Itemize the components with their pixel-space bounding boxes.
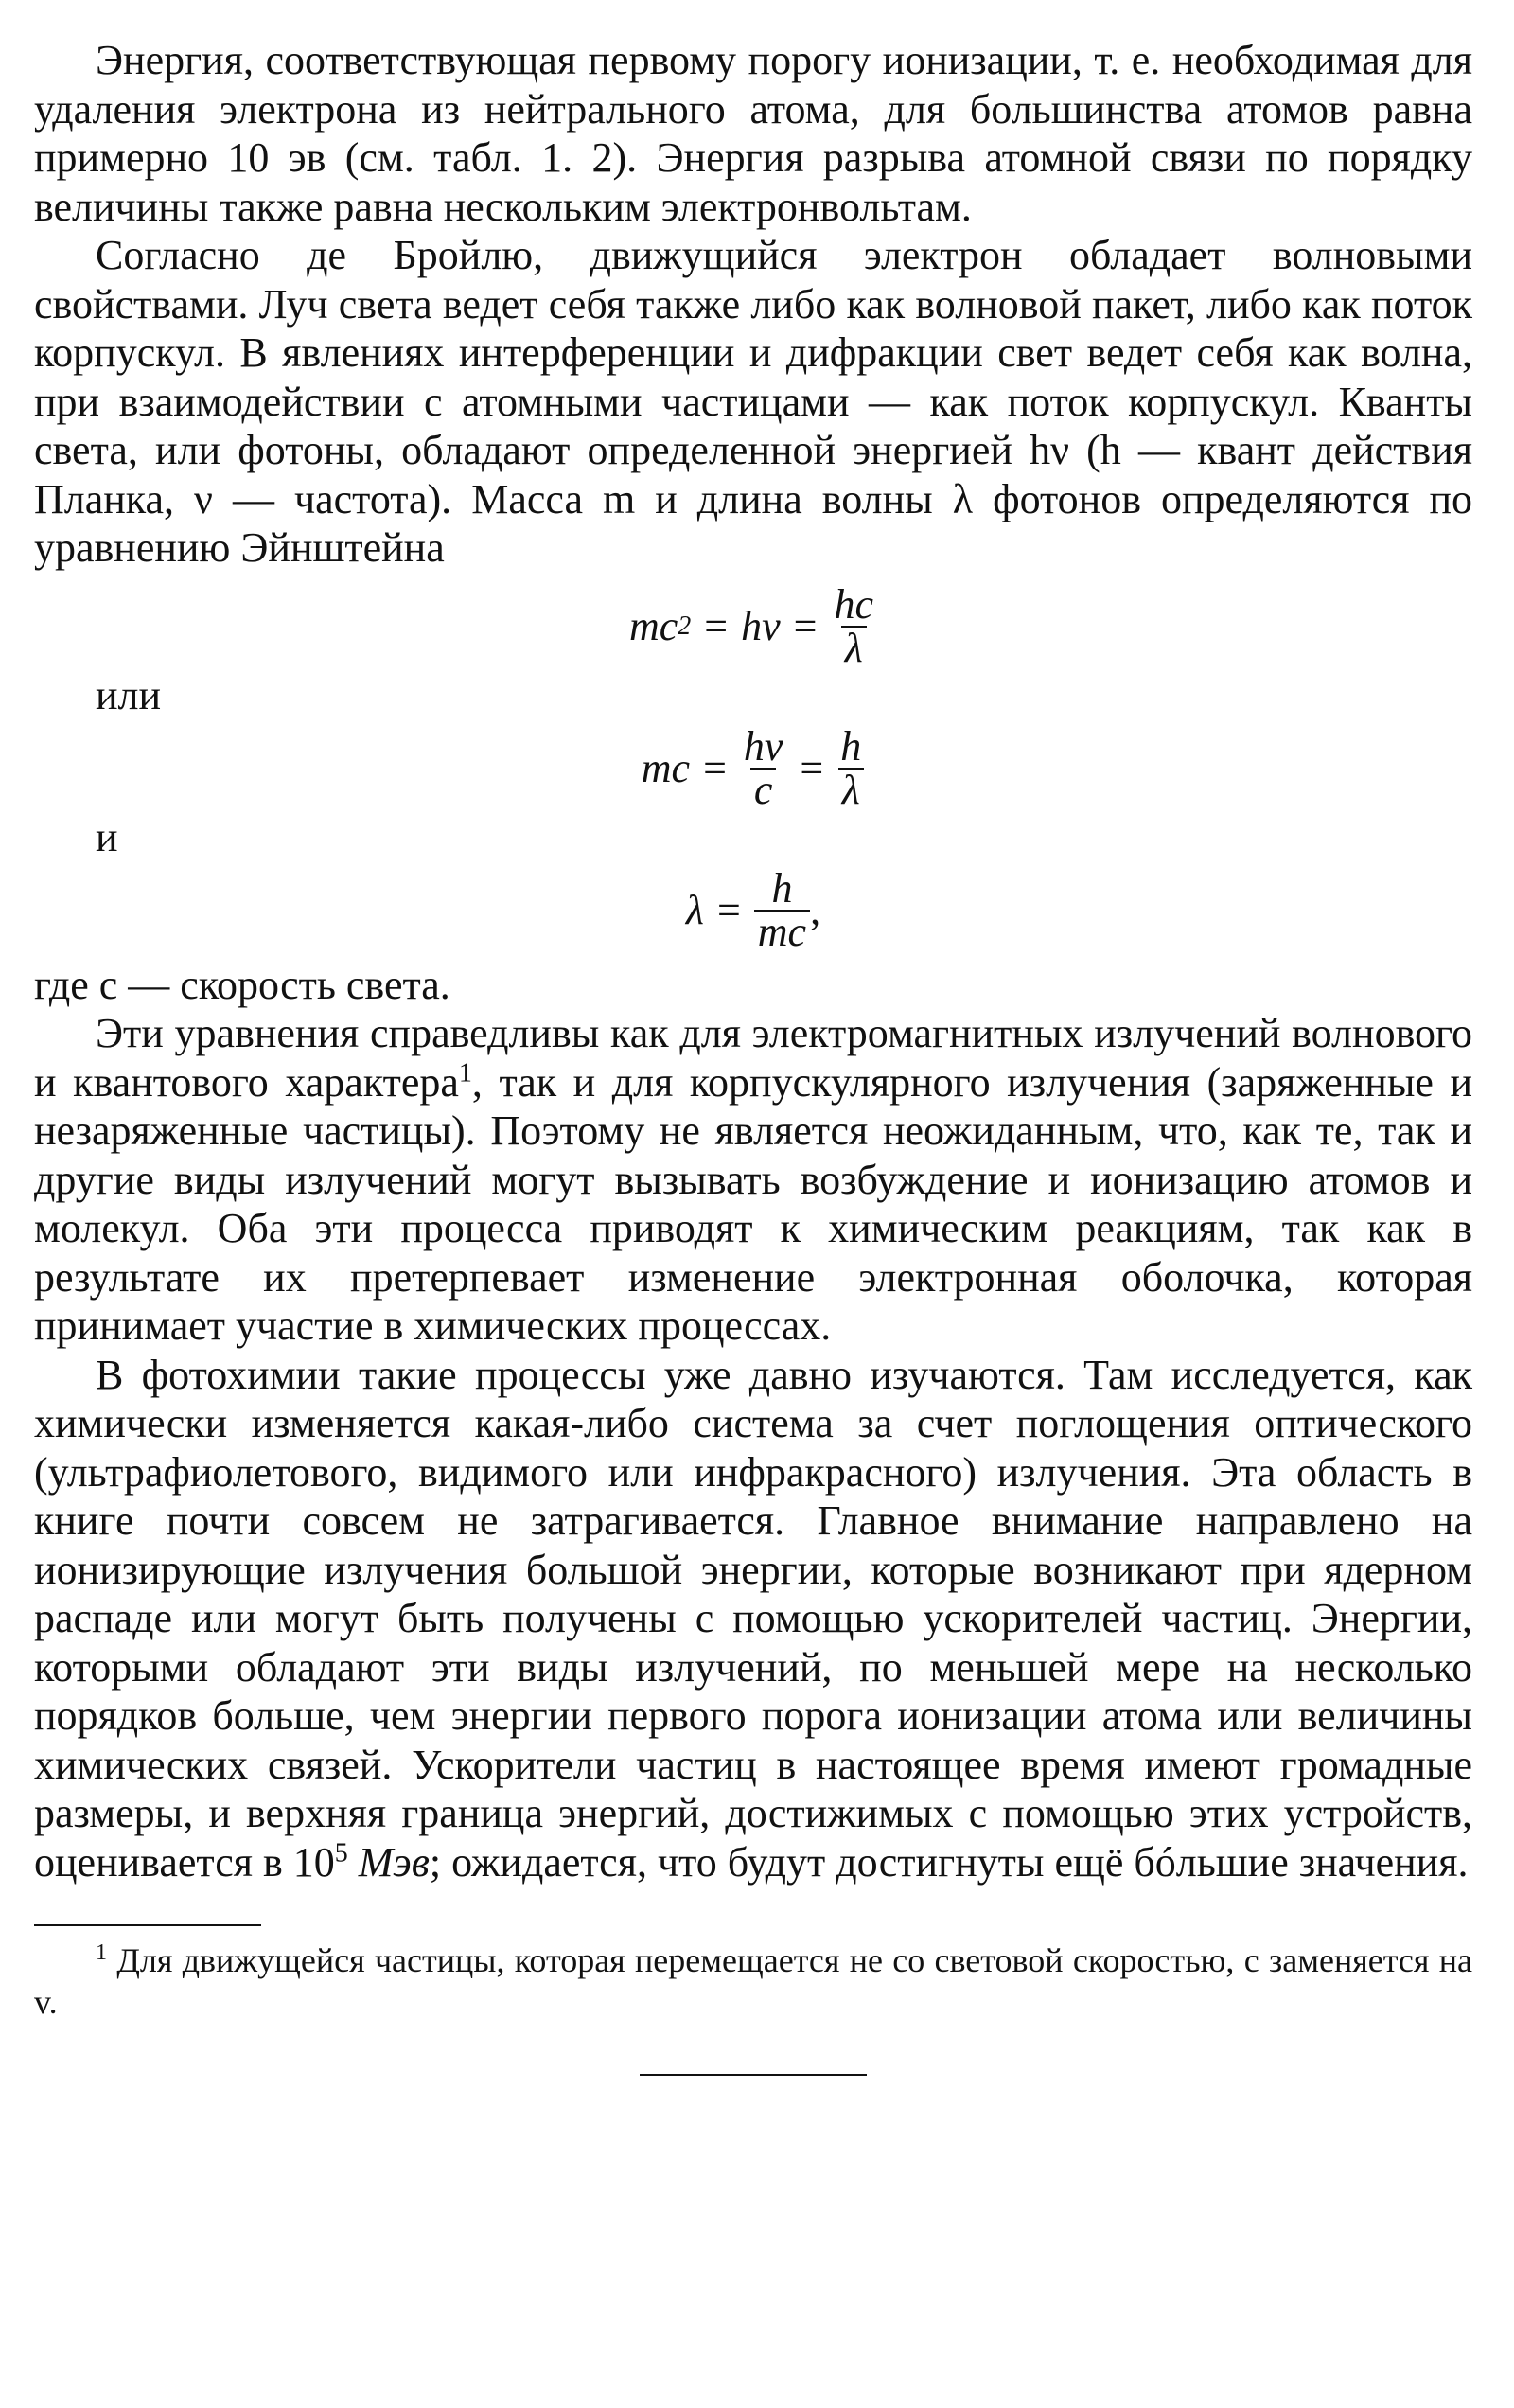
- paragraph-de-broglie: Согласно де Бройлю, движущийся электрон обладает волновыми свойствами. Луч света ведет себя также либо как волновой пакет, либо как поток корпускул. В явлениях интерференции и дифракции свет ведет себя как волна, при взаимодействии с атомными частицами — как поток корпускул. Кванты света, или фотоны, обладают определенной энергией hν (h — квант действия Планка, ν — частота). Масса m и длина волны λ фотонов определяются по уравнению Эйнштейна: [34, 232, 1472, 571]
- paragraph-ionization-energy: Энергия, соответствующая первому порогу ионизации, т. е. необходимая для удаления электрона из нейтрального атома, для большинства атомов равна примерно 10 эв (см. табл. 1. 2). Энергия разрыва атомной связи по порядку величины также равна нескольким электронвольтам.: [34, 37, 1472, 230]
- footnote-text: Для движущейся частицы, которая перемещается не со световой скоростью, c заменяется на v.: [34, 1941, 1473, 2021]
- paragraph3-part-2: , так и для корпускулярного излучения (заряженные и незаряженные частицы). Поэтому не является неожиданным, что, как те, так и другие виды излучений могут вызывать возбуждение и ионизацию атомов и молекул. Оба эти процесса приводят к химическим реакциям, так как в результате их претерпевает изменение электронная оболочка, которая принимает участие в химических процессах.: [34, 1058, 1472, 1349]
- formula2-fraction-1: [740, 722, 787, 813]
- formula1-denominator: λ: [841, 626, 867, 669]
- paragraph4-part-2: ; ожидается, что будут достигнуты ещё бóльшие значения.: [429, 1838, 1469, 1886]
- where-clause: где c — скорость света.: [34, 961, 450, 1008]
- footnote: [34, 1939, 1472, 2023]
- formula-einstein: mc 2 = hν = $\frac{hc}{\lambda}$: [34, 578, 1472, 675]
- footnote-divider: [34, 1924, 261, 1926]
- formula2-numerator-1: hν: [743, 722, 783, 770]
- paragraph3-part-1: Эти уравнения справедливы как для электромагнитных излучений волнового и квантового характера: [34, 1010, 1472, 1106]
- formula2-equals-1: =: [703, 744, 727, 791]
- formula-momentum: [34, 720, 1472, 817]
- formula2-fraction-2: [836, 722, 865, 813]
- formula1-numerator: hc: [834, 580, 874, 628]
- formula3-denominator: mc: [754, 910, 810, 953]
- formula3-comma: ,: [810, 886, 821, 933]
- formula3-fraction: [754, 864, 810, 955]
- formula3-lhs: λ: [685, 886, 704, 933]
- formula1-equals-2: =: [793, 602, 818, 649]
- formula-wavelength: [34, 862, 1472, 959]
- paragraph-radiation-equations: [34, 1009, 1472, 1351]
- paragraph4-part-1: В фотохимии такие процессы уже давно изучаются. Там исследуется, как химически изменяется какая-либо система за счет поглощения оптического (ультрафиолетового, видимого или инфракрасного) излучения. Эта область в книге почти совсем не затрагивается. Главное внимание направлено на ионизирующие излучения большой энергии, которые возникают при ядерном распаде или могут быть получены с помощью ускорителей частиц. Энергии, которыми обладают эти виды излучений, по меньшей мере на несколько порядков больше, чем энергии первого порога ионизации атома или величины химических связей. Ускорители частиц в настоящее время имеют громадные размеры, и верхняя граница энергий, достижимых с помощью этих устройств, оценивается в 10: [34, 1351, 1472, 1886]
- footnote-number: 1: [96, 1940, 107, 1965]
- formula2-numerator-2: h: [840, 722, 862, 770]
- formula3-equals: =: [716, 886, 741, 933]
- formula2-denominator-2: λ: [838, 768, 864, 811]
- footnote-reference: 1: [458, 1057, 472, 1088]
- formula1-fraction: [830, 580, 877, 671]
- formula1-middle: hν: [741, 602, 781, 649]
- formula2-lhs: mc: [641, 744, 691, 791]
- end-divider: [640, 2074, 867, 2076]
- paragraph-photochemistry: [34, 1351, 1472, 1887]
- conjunction-and: и: [96, 813, 118, 860]
- paragraph4-unit: Мэв: [358, 1838, 430, 1886]
- paragraph4-exponent: 5: [334, 1837, 348, 1868]
- formula2-denominator-1: c: [750, 768, 777, 811]
- formula2-equals-2: =: [800, 744, 824, 791]
- document-page: [34, 36, 1472, 2076]
- formula3-numerator: h: [771, 864, 793, 912]
- formula1-equals-1: =: [704, 602, 729, 649]
- conjunction-or: или: [96, 671, 162, 718]
- formula1-lhs: mc: [628, 602, 678, 649]
